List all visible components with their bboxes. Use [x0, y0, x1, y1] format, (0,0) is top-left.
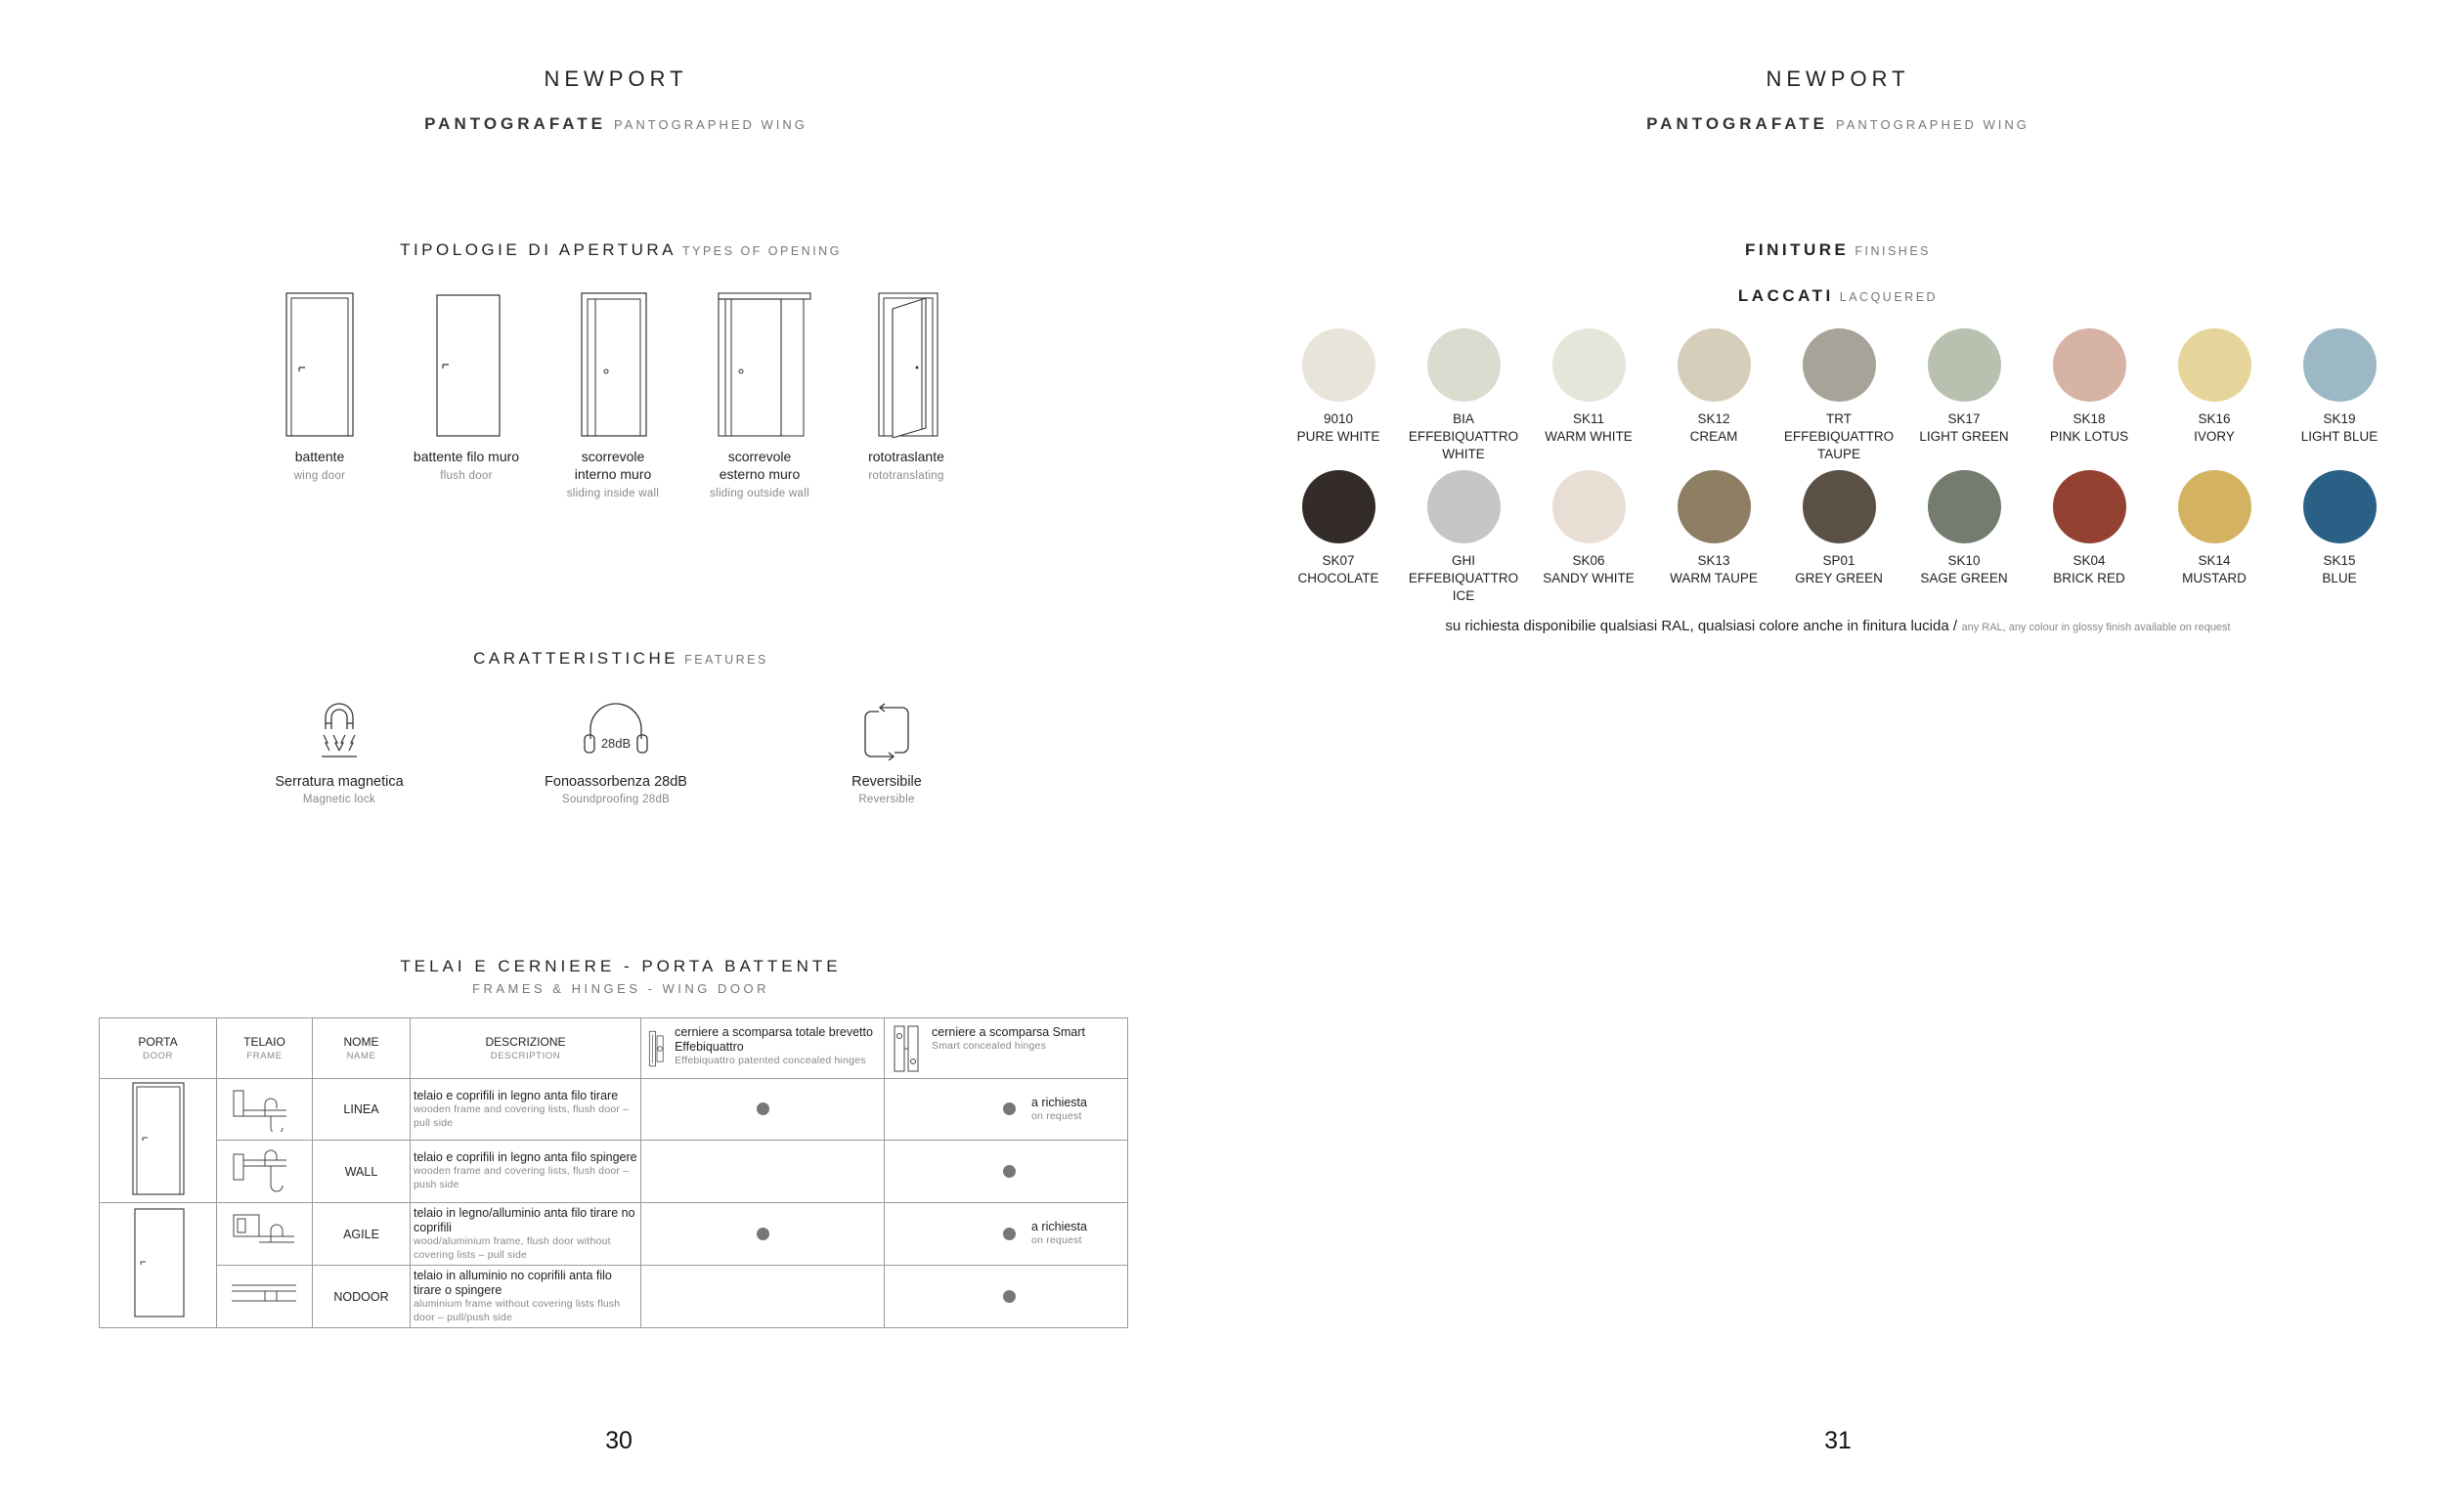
opening-label-en: sliding inside wall	[566, 488, 660, 500]
subtitle-it: PANTOGRAFATE	[424, 114, 607, 133]
subtitle-en: PANTOGRAPHED WING	[614, 117, 807, 132]
header-frame	[217, 1018, 313, 1079]
color-swatch	[1900, 328, 2028, 446]
color-swatch	[2151, 470, 2278, 587]
color-swatch	[2276, 328, 2403, 446]
row-description	[411, 1203, 641, 1266]
page-number-right: 31	[1824, 1427, 1852, 1454]
table-row	[100, 1079, 1128, 1141]
availability-dot	[1003, 1290, 1016, 1303]
features-title-en: FEATURES	[684, 653, 768, 667]
swatch-circle	[1678, 328, 1751, 402]
features-section-title	[279, 649, 963, 669]
table-header-row	[100, 1018, 1128, 1079]
swatch-circle	[1427, 328, 1501, 402]
finishes-title-it: FINITURE	[1744, 240, 1850, 259]
feature-label-en: Reversible	[858, 794, 915, 805]
swatch-code: SK16	[2198, 411, 2231, 426]
availability-dot	[757, 1228, 769, 1240]
feature-label-it: Fonoassorbenza 28dB	[545, 774, 687, 790]
swatch-name: SANDY WHITE	[1543, 571, 1635, 586]
swatch-circle	[1678, 470, 1751, 543]
feature-label-it: Reversibile	[851, 774, 922, 790]
row-desc-it: telaio e coprifili in legno anta filo spingere	[414, 1150, 637, 1165]
swatch-code: SK18	[2073, 411, 2106, 426]
opening-title-it: TIPOLOGIE DI APERTURA	[400, 240, 676, 259]
magnet-icon	[318, 700, 361, 760]
header-frame-it: TELAIO	[243, 1035, 285, 1049]
header-door-it: PORTA	[138, 1035, 178, 1049]
color-swatch	[1400, 328, 1527, 464]
table-row	[100, 1141, 1128, 1203]
header-name	[313, 1018, 411, 1079]
subtitle-left	[274, 114, 958, 134]
opening-item-sliding-outside	[686, 291, 833, 503]
row-name: NODOOR	[313, 1266, 411, 1328]
sliding-outside-icon	[706, 291, 813, 438]
swatch-circle	[2178, 470, 2251, 543]
rototranslating-door-icon	[867, 291, 945, 438]
row-desc-en: wooden frame and covering lists, flush door – pull side	[414, 1102, 630, 1129]
swatch-name: BRICK RED	[2053, 571, 2125, 586]
header-hinge2-it: cerniere a scomparsa Smart	[932, 1024, 1086, 1039]
availability-dot	[757, 1102, 769, 1115]
row-hinge1	[641, 1266, 885, 1328]
swatch-circle	[2053, 328, 2126, 402]
swatch-code: SK15	[2323, 553, 2356, 568]
subtitle-right	[1496, 114, 2180, 134]
swatch-code: BIA	[1453, 411, 1474, 426]
feature-label-en: Soundproofing 28dB	[561, 794, 671, 805]
color-swatch	[1400, 470, 1527, 606]
feature-label-en: Magnetic lock	[302, 794, 376, 805]
custom-color-note-en: any RAL, any colour in glossy finish available on request	[1961, 622, 2231, 633]
wing-door-icon	[281, 291, 359, 438]
feature-magnetic-lock	[222, 700, 457, 805]
on-request-en: on request	[1031, 1109, 1082, 1122]
opening-item-wing-door	[246, 291, 393, 486]
swatch-code: SK17	[1947, 411, 1981, 426]
swatch-circle	[1803, 470, 1876, 543]
header-description	[411, 1018, 641, 1079]
sliding-inside-icon	[574, 291, 652, 438]
swatch-name: GREY GREEN	[1795, 571, 1883, 586]
row-desc-en: wood/aluminium frame, flush door without covering lists – pull side	[414, 1234, 611, 1261]
row-desc-it: telaio in alluminio no coprifili anta filo tirare o spingere	[414, 1268, 612, 1297]
feature-label-it: Serratura magnetica	[275, 774, 404, 790]
flush-door-icon	[427, 291, 505, 438]
opening-label-it: rototraslante	[868, 449, 944, 464]
opening-item-flush-door	[393, 291, 540, 486]
swatch-circle	[2053, 470, 2126, 543]
swatch-name: CREAM	[1689, 429, 1738, 445]
swatch-code: SK11	[1572, 411, 1605, 426]
on-request-en: on request	[1031, 1234, 1082, 1247]
availability-dot	[1003, 1102, 1016, 1115]
swatch-code: SP01	[1822, 553, 1855, 568]
swatch-name: PINK LOTUS	[2049, 429, 2129, 445]
swatch-circle	[2303, 470, 2377, 543]
frame-section-icon	[228, 1270, 302, 1318]
row-hinge2	[885, 1079, 1128, 1141]
row-hinge1	[641, 1141, 885, 1203]
color-swatch	[1775, 470, 1902, 587]
opening-section-title	[279, 240, 963, 260]
table-row	[100, 1266, 1128, 1328]
frame-section-icon	[228, 1207, 302, 1256]
color-swatch	[2026, 328, 2153, 446]
on-request-it: a richiesta	[1031, 1220, 1087, 1234]
finishes-section-title	[1496, 240, 2180, 260]
swatch-code: SK14	[2198, 553, 2231, 568]
frame-section-icon	[228, 1145, 302, 1193]
opening-label-en: rototranslating	[868, 470, 944, 483]
frames-hinges-table	[99, 1017, 1128, 1328]
swatch-circle	[1552, 328, 1626, 402]
row-desc-it: telaio e coprifili in legno anta filo tirare	[414, 1088, 619, 1102]
swatch-name: EFFEBIQUATTRO ICE	[1408, 571, 1519, 604]
swatch-name: SAGE GREEN	[1920, 571, 2008, 586]
swatch-name: WARM WHITE	[1545, 429, 1633, 445]
header-door	[100, 1018, 217, 1079]
frame-section-linea	[217, 1079, 313, 1141]
row-description	[411, 1079, 641, 1141]
swatch-name: EFFEBIQUATTRO TAUPE	[1783, 429, 1895, 462]
opening-label-en: flush door	[440, 470, 493, 483]
flush-door-icon	[129, 1205, 188, 1320]
row-desc-it: telaio in legno/alluminio anta filo tirare no coprifili	[414, 1205, 635, 1234]
color-swatch	[1775, 328, 1902, 464]
color-swatch	[1275, 328, 1402, 446]
swatch-code: SK07	[1322, 553, 1355, 568]
wing-door-icon	[129, 1081, 188, 1196]
frame-section-wall	[217, 1141, 313, 1203]
swatch-code: SK06	[1572, 553, 1605, 568]
swatch-name: LIGHT BLUE	[2300, 429, 2379, 445]
subtitle-it: PANTOGRAFATE	[1646, 114, 1829, 133]
color-swatch	[2026, 470, 2153, 587]
swatch-circle	[2303, 328, 2377, 402]
row-hinge2	[885, 1266, 1128, 1328]
feature-reversible	[769, 700, 1004, 805]
lacquered-section-title	[1496, 286, 2180, 306]
color-swatch	[1900, 470, 2028, 587]
headphones-icon	[581, 700, 651, 760]
custom-color-note	[1349, 618, 2327, 635]
header-name-en: NAME	[346, 1051, 376, 1061]
swatch-code: SK10	[1947, 553, 1981, 568]
color-swatch	[1525, 328, 1652, 446]
swatch-code: SK13	[1697, 553, 1730, 568]
frames-title-en: FRAMES & HINGES - WING DOOR	[472, 981, 769, 996]
color-swatch	[1650, 470, 1777, 587]
opening-label-it: scorrevole esterno muro	[719, 449, 801, 483]
row-description	[411, 1266, 641, 1328]
color-swatch	[2151, 328, 2278, 446]
door-cell-wing	[100, 1079, 217, 1203]
color-swatch	[2276, 470, 2403, 587]
lacquered-title-it: LACCATI	[1737, 286, 1834, 305]
on-request-it: a richiesta	[1031, 1095, 1087, 1109]
swatch-code: SK19	[2323, 411, 2356, 426]
swatch-circle	[1427, 470, 1501, 543]
lacquered-title-en: LACQUERED	[1839, 290, 1939, 304]
frame-section-icon	[228, 1083, 302, 1132]
row-name: WALL	[313, 1141, 411, 1203]
color-swatch	[1650, 328, 1777, 446]
custom-color-note-it: su richiesta disponibilie qualsiasi RAL, qualsiasi colore anche in finitura lucida /	[1445, 618, 1957, 634]
swatch-name: LIGHT GREEN	[1919, 429, 2009, 445]
opening-title-en: TYPES OF OPENING	[681, 244, 842, 258]
swatch-circle	[1928, 470, 2001, 543]
row-hinge1	[641, 1203, 885, 1266]
reversible-icon	[859, 700, 914, 760]
smart-hinge-icon	[891, 1022, 924, 1075]
swatch-name: BLUE	[2322, 571, 2357, 586]
header-hinge1-it: cerniere a scomparsa totale brevetto Effebiquattro	[675, 1024, 873, 1054]
concealed-hinge-icon	[647, 1022, 667, 1075]
swatch-circle	[2178, 328, 2251, 402]
row-name: AGILE	[313, 1203, 411, 1266]
swatch-name: CHOCOLATE	[1297, 571, 1379, 586]
frames-title-it: TELAI E CERNIERE - PORTA BATTENTE	[400, 957, 842, 975]
header-hinge-effebiquattro	[641, 1018, 885, 1079]
header-frame-en: FRAME	[246, 1051, 283, 1061]
swatch-name: WARM TAUPE	[1670, 571, 1758, 586]
swatch-name: EFFEBIQUATTRO WHITE	[1408, 429, 1519, 462]
row-hinge2	[885, 1203, 1128, 1266]
brand-title-left: NEWPORT	[544, 66, 688, 91]
swatch-code: SK04	[2073, 553, 2106, 568]
header-hinge-smart	[885, 1018, 1128, 1079]
availability-dot	[1003, 1165, 1016, 1178]
frame-section-nodoor	[217, 1266, 313, 1328]
row-name: LINEA	[313, 1079, 411, 1141]
swatch-name: MUSTARD	[2182, 571, 2247, 586]
availability-dot	[1003, 1228, 1016, 1240]
opening-label-it: battente filo muro	[413, 449, 520, 464]
headphones-icon-text: 28dB	[600, 736, 632, 751]
brand-title-right: NEWPORT	[1766, 66, 1910, 91]
header-hinge1-en: Effebiquattro patented concealed hinges	[675, 1054, 866, 1066]
table-row	[100, 1203, 1128, 1266]
row-desc-en: aluminium frame without covering lists flush door – pull/push side	[414, 1297, 621, 1323]
header-hinge2-en: Smart concealed hinges	[932, 1039, 1047, 1052]
swatch-code: GHI	[1451, 553, 1475, 568]
swatch-code: SK12	[1697, 411, 1730, 426]
swatch-code: 9010	[1323, 411, 1354, 426]
header-door-en: DOOR	[143, 1051, 173, 1061]
opening-item-sliding-inside	[540, 291, 686, 503]
opening-label-en: sliding outside wall	[710, 488, 809, 500]
frame-section-agile	[217, 1203, 313, 1266]
page-number-left: 30	[605, 1427, 633, 1454]
opening-label-en: wing door	[293, 470, 346, 483]
swatch-circle	[1302, 328, 1375, 402]
header-description-en: DESCRIPTION	[490, 1051, 561, 1061]
swatch-circle	[1552, 470, 1626, 543]
subtitle-en: PANTOGRAPHED WING	[1836, 117, 2029, 132]
features-title-it: CARATTERISTICHE	[473, 649, 679, 668]
swatch-circle	[1803, 328, 1876, 402]
door-cell-flush	[100, 1203, 217, 1328]
swatch-name: PURE WHITE	[1296, 429, 1380, 445]
swatch-circle	[1928, 328, 2001, 402]
row-desc-en: wooden frame and covering lists, flush door – push side	[414, 1165, 630, 1190]
opening-label-it: battente	[294, 449, 345, 464]
swatch-code: TRT	[1826, 411, 1852, 426]
row-hinge2	[885, 1141, 1128, 1203]
row-hinge1	[641, 1079, 885, 1141]
color-swatch	[1525, 470, 1652, 587]
opening-item-rototranslating	[833, 291, 980, 486]
header-name-it: NOME	[343, 1035, 379, 1049]
swatch-name: IVORY	[2194, 429, 2235, 445]
swatch-circle	[1302, 470, 1375, 543]
header-description-it: DESCRIZIONE	[485, 1035, 566, 1049]
feature-soundproofing	[499, 700, 733, 805]
color-swatch	[1275, 470, 1402, 587]
finishes-title-en: FINISHES	[1855, 244, 1932, 258]
row-description	[411, 1141, 641, 1203]
opening-label-it: scorrevole interno muro	[574, 449, 652, 483]
